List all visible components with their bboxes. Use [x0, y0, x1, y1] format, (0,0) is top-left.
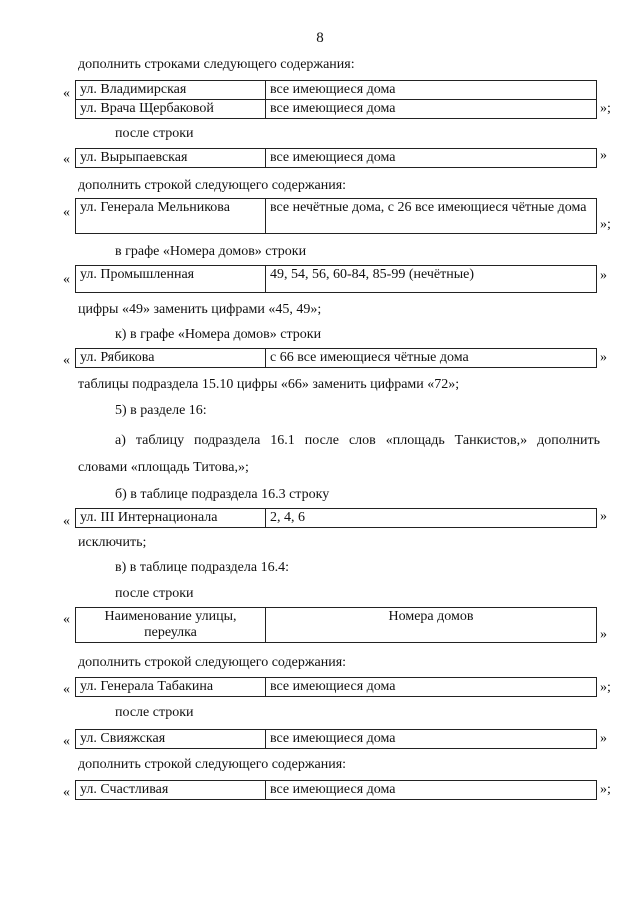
page-number: 8 — [316, 30, 324, 46]
table-row — [76, 730, 596, 748]
street-cell: ул. Счастливая — [76, 781, 266, 799]
open-quote: « — [63, 612, 70, 627]
table-row — [76, 149, 596, 167]
header-houses: Номера домов — [388, 609, 474, 624]
street-cell: ул. Владимирская — [76, 81, 266, 99]
table-streets-3 — [75, 198, 597, 234]
text-line: дополнить строкой следующего содержания: — [78, 655, 347, 670]
text-line: цифры «49» заменить цифрами «45, 49»; — [78, 302, 322, 317]
table-streets-4 — [75, 265, 597, 293]
houses-cell: все имеющиеся дома — [270, 150, 396, 165]
table-row — [76, 99, 596, 118]
open-quote: « — [63, 682, 70, 697]
table-streets-9 — [75, 729, 597, 749]
text-line: в) в таблице подраздела 16.4: — [115, 560, 289, 575]
text-line: после строки — [115, 705, 194, 720]
street-cell: ул. Рябикова — [76, 349, 266, 367]
table-streets-2 — [75, 148, 597, 168]
text-line: после строки — [115, 586, 194, 601]
houses-cell: 49, 54, 56, 60-84, 85-99 (нечётные) — [270, 267, 474, 282]
text-line: дополнить строками следующего содержания: — [78, 57, 355, 72]
houses-cell: все имеющиеся дома — [270, 101, 396, 116]
close-quote: » — [600, 509, 607, 524]
houses-cell: с 66 все имеющиеся чётные дома — [270, 350, 469, 365]
table-row — [76, 678, 596, 696]
text-line: исключить; — [78, 535, 147, 550]
close-quote: » — [600, 268, 607, 283]
open-quote: « — [63, 272, 70, 287]
houses-cell: все нечётные дома, с 26 все имеющиеся чётные дома — [270, 200, 587, 215]
close-quote: »; — [600, 101, 611, 116]
street-cell: ул. Свияжская — [76, 730, 266, 748]
street-cell: ул. Генерала Мельникова — [76, 199, 266, 233]
table-row — [76, 509, 596, 527]
table-row — [76, 349, 596, 367]
table-streets-1 — [75, 80, 597, 119]
table-row — [76, 608, 596, 642]
text-line: после строки — [115, 126, 194, 141]
header-street: Наименование улицы, переулка — [76, 608, 266, 642]
table-row — [76, 199, 596, 233]
houses-cell: все имеющиеся дома — [270, 731, 396, 746]
close-quote: » — [600, 148, 607, 163]
table-header-row — [75, 607, 597, 643]
open-quote: « — [63, 205, 70, 220]
street-cell: ул. Генерала Табакина — [76, 678, 266, 696]
table-row — [76, 266, 596, 292]
open-quote: « — [63, 353, 70, 368]
table-row — [76, 81, 596, 99]
close-quote: » — [600, 350, 607, 365]
houses-cell: 2, 4, 6 — [270, 510, 305, 525]
open-quote: « — [63, 514, 70, 529]
text-line-justified: а) таблицу подраздела 16.1 после слов «площадь Танкистов,» дополнить — [115, 433, 600, 448]
open-quote: « — [63, 785, 70, 800]
table-row — [76, 781, 596, 799]
table-streets-6 — [75, 508, 597, 528]
text-line: б) в таблице подраздела 16.3 строку — [115, 487, 330, 502]
text-line: таблицы подраздела 15.10 цифры «66» заменить цифрами «72»; — [78, 377, 460, 392]
text-line: словами «площадь Титова,»; — [78, 460, 249, 475]
houses-cell: все имеющиеся дома — [270, 679, 396, 694]
close-quote: » — [600, 627, 607, 642]
open-quote: « — [63, 152, 70, 167]
houses-cell: все имеющиеся дома — [270, 782, 396, 797]
text-line: дополнить строкой следующего содержания: — [78, 757, 347, 772]
close-quote: »; — [600, 782, 611, 797]
text-line: к) в графе «Номера домов» строки — [115, 327, 322, 342]
street-cell: ул. Вырыпаевская — [76, 149, 266, 167]
text-line: в графе «Номера домов» строки — [115, 244, 307, 259]
open-quote: « — [63, 734, 70, 749]
street-cell: ул. Промышленная — [76, 266, 266, 292]
open-quote: « — [63, 86, 70, 101]
text-line: 5) в разделе 16: — [115, 403, 207, 418]
close-quote: »; — [600, 217, 611, 232]
table-streets-8 — [75, 677, 597, 697]
close-quote: » — [600, 731, 607, 746]
houses-cell: все имеющиеся дома — [270, 82, 396, 97]
table-streets-10 — [75, 780, 597, 800]
street-cell: ул. Врача Щербаковой — [76, 100, 266, 118]
text-line: дополнить строкой следующего содержания: — [78, 178, 347, 193]
street-cell: ул. III Интернационала — [76, 509, 266, 527]
close-quote: »; — [600, 680, 611, 695]
table-streets-5 — [75, 348, 597, 368]
